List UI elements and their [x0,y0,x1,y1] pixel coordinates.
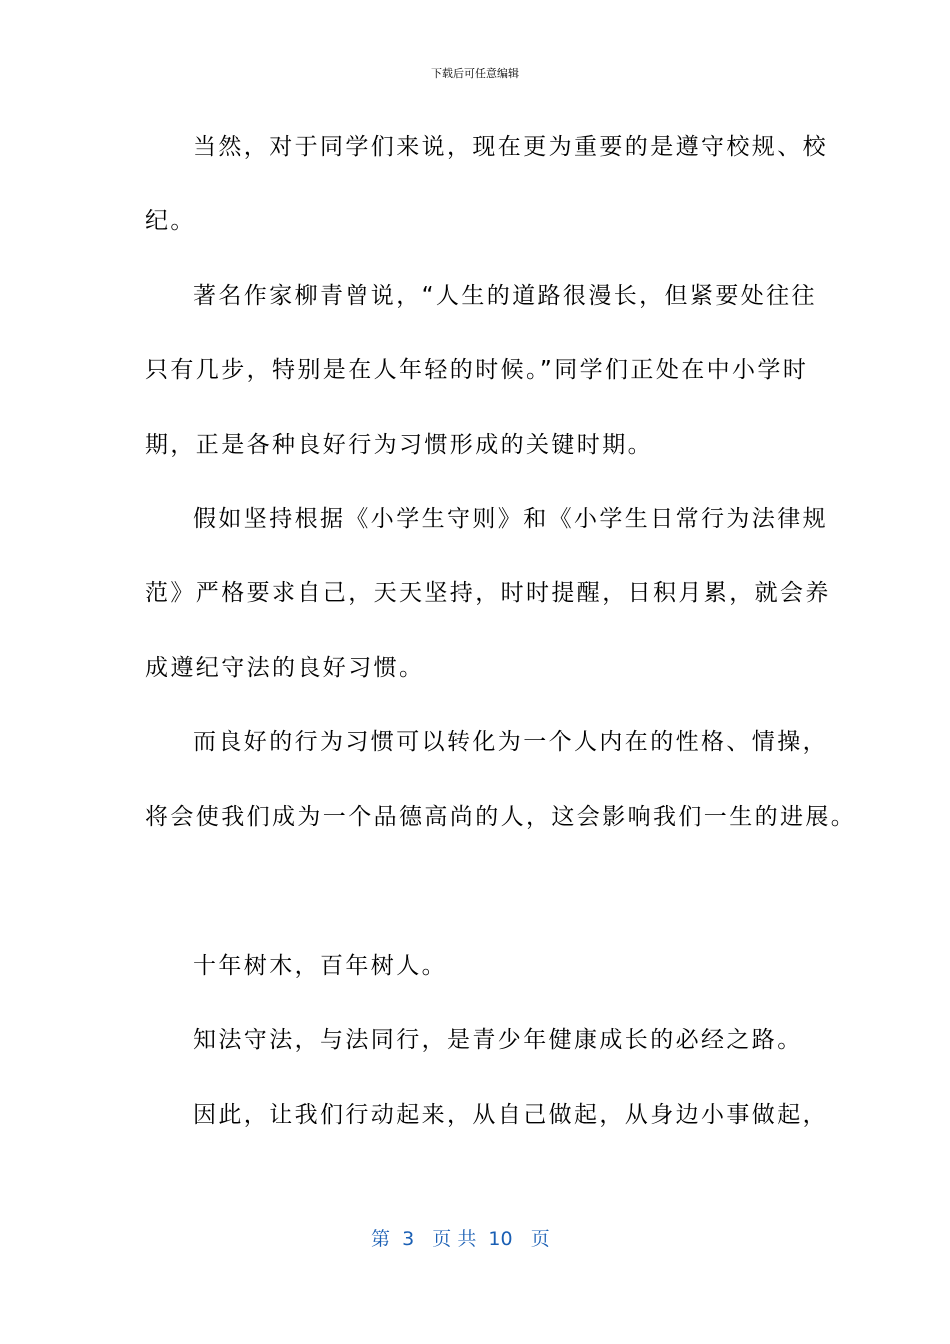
paragraph-line: 假如坚持根据《小学生守则》和《小学生日常行为法律规 [193,506,828,532]
paragraph-line: 纪。 [145,208,196,234]
paragraph-line: 期，正是各种良好行为习惯形成的关键时期。 [145,432,653,458]
paragraph-line: 当然，对于同学们来说，现在更为重要的是遵守校规、校 [193,134,828,160]
paragraph-line: 十年树木，百年树人。 [193,953,447,979]
paragraph-line: 成遵纪守法的良好习惯。 [145,655,425,681]
header-note: 下载后可任意编辑 [431,67,519,80]
paragraph-line: 范》严格要求自己，天天坚持，时时提醒，日积月累，就会养 [145,580,831,606]
paragraph-line: 只有几步，特别是在人年轻的时候。”同学们正处在中小学时 [145,357,809,383]
paragraph-line: 而良好的行为习惯可以转化为一个人内在的性格、情操， [193,729,828,755]
paragraph-line: 著名作家柳青曾说，“人生的道路很漫长，但紧要处往往 [193,283,817,309]
paragraph-line: 将会使我们成为一个品德高尚的人，这会影响我们一生的进展。 [145,804,857,830]
paragraph-line: 知法守法，与法同行，是青少年健康成长的必经之路。 [193,1027,803,1053]
page-number: 第 3 页 共 10 页 [371,1228,550,1250]
paragraph-line: 因此，让我们行动起来，从自己做起，从身边小事做起， [193,1102,828,1128]
